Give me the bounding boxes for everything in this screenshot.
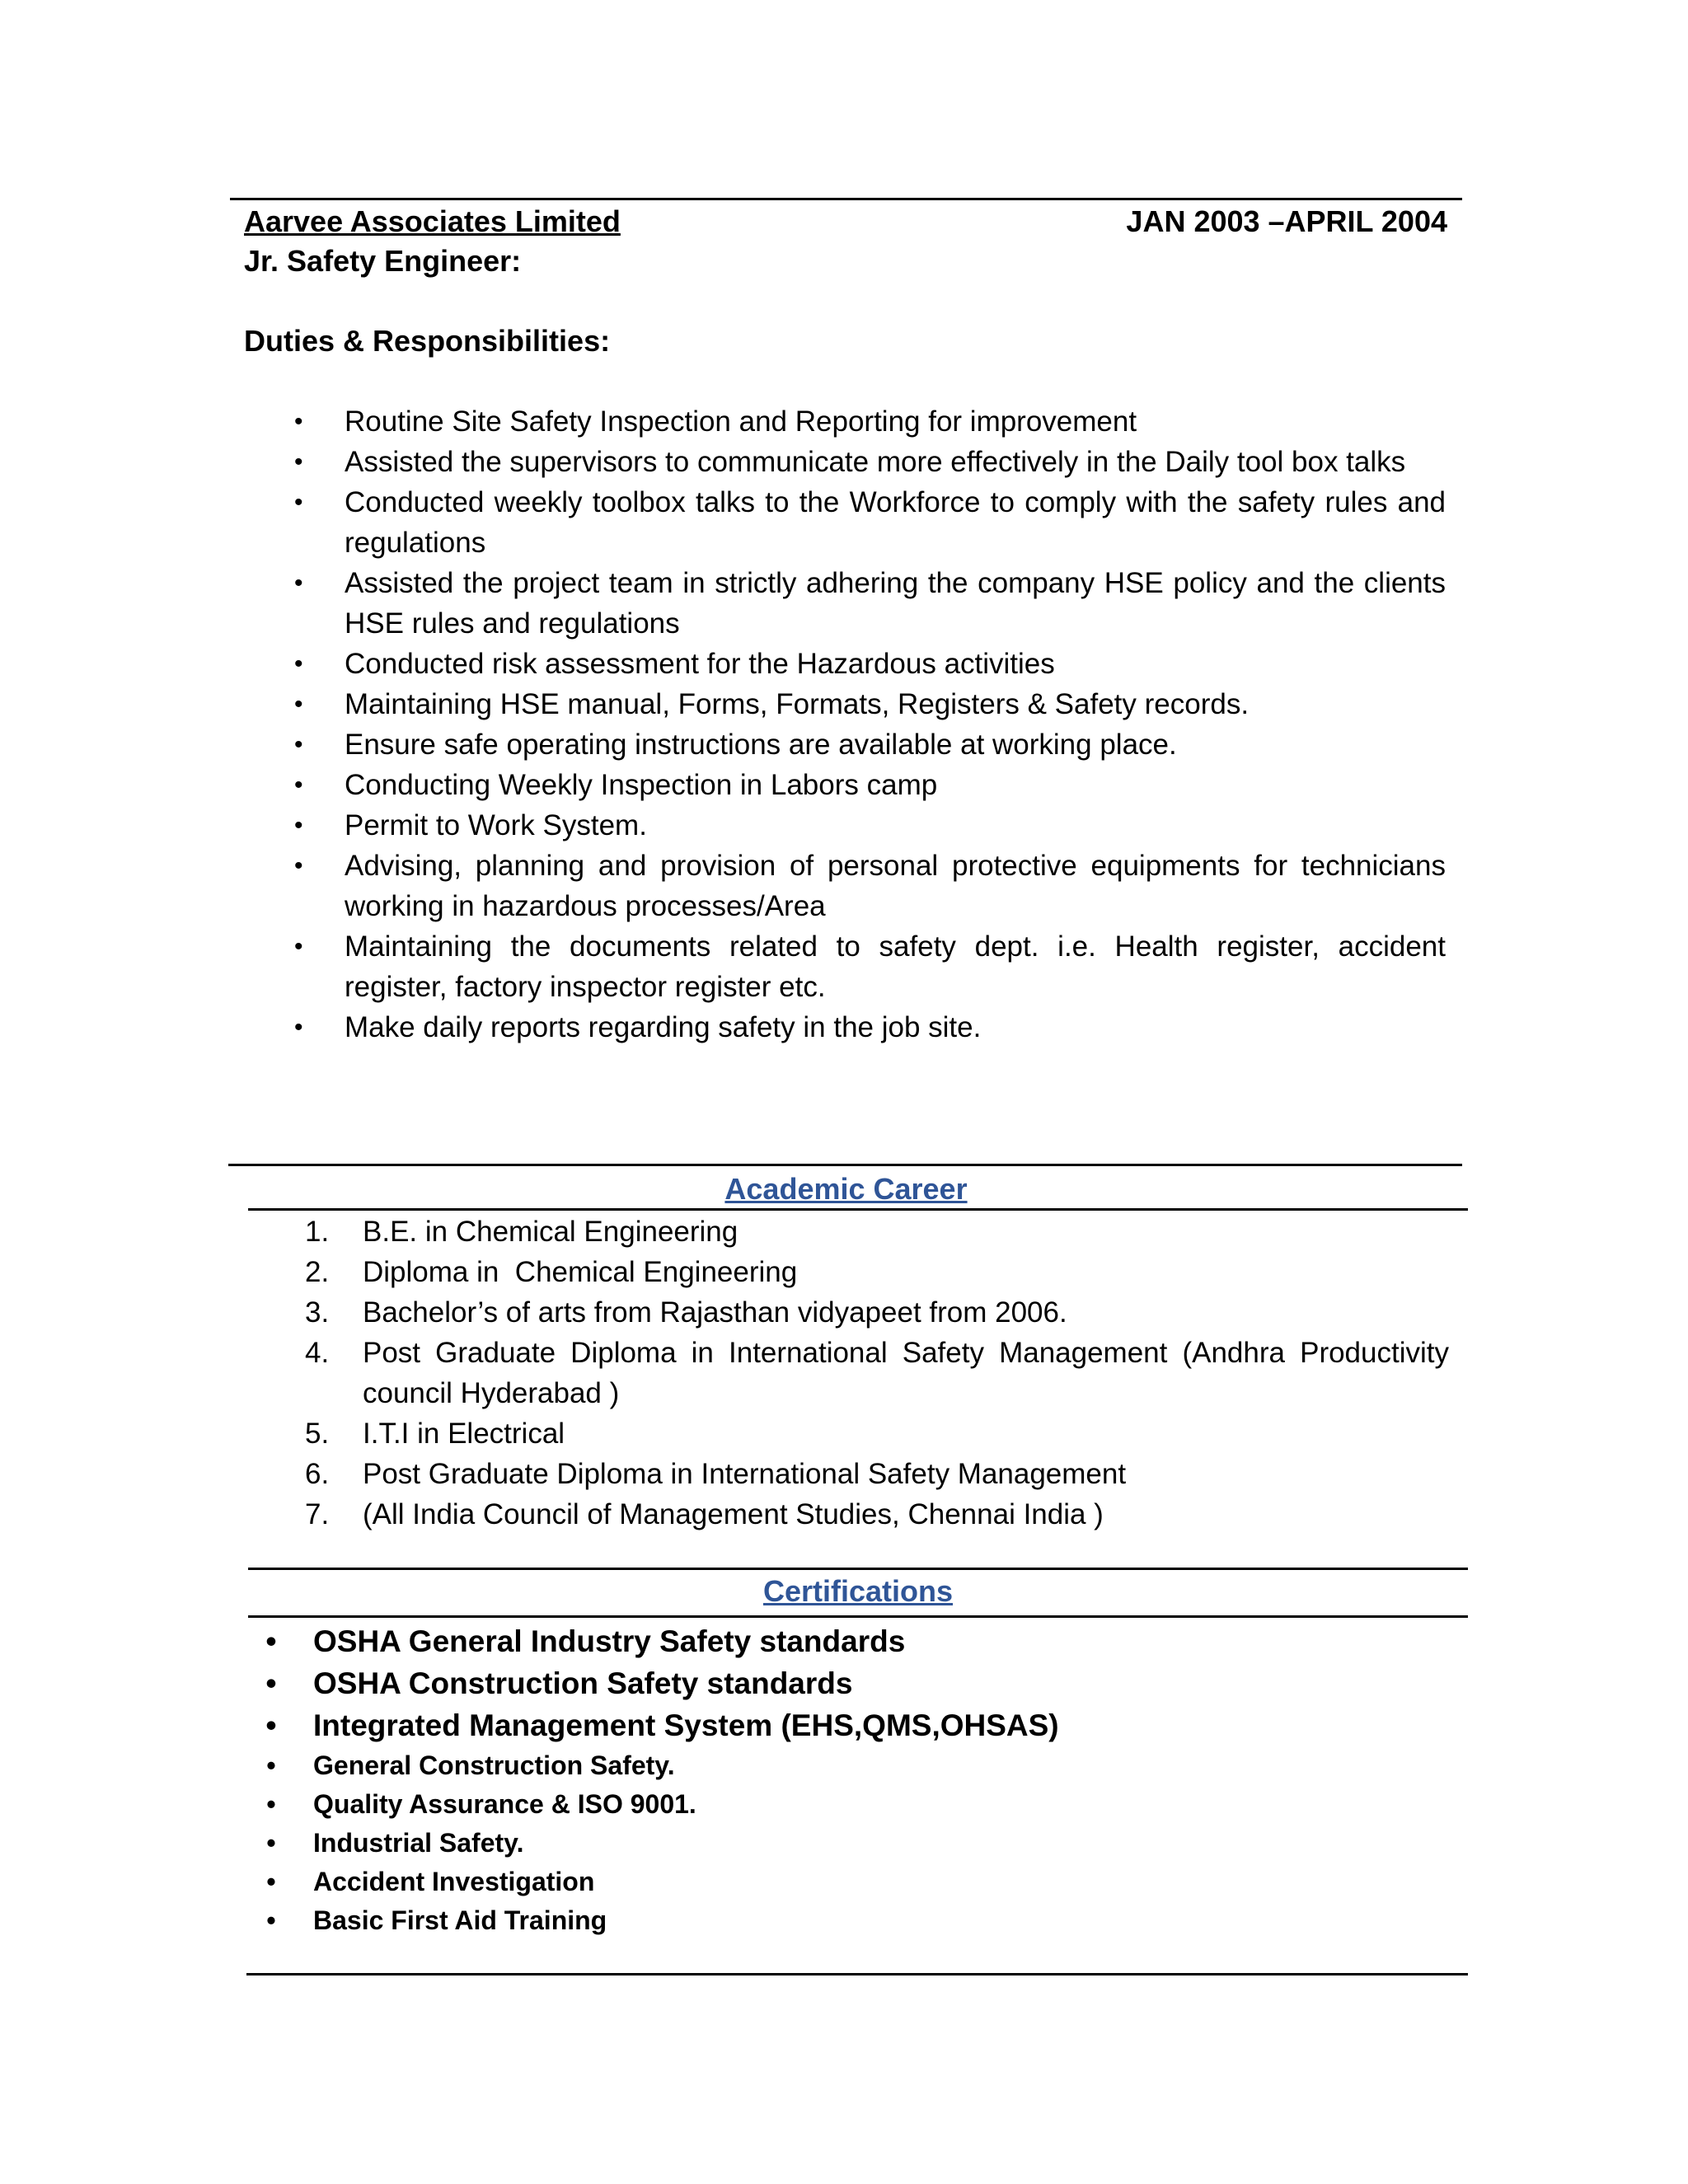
- duties-list: [244, 401, 1446, 1047]
- certifications-section-title: Certifications: [762, 1574, 954, 1608]
- certification-text: Basic First Aid Training: [313, 1905, 607, 1935]
- bullet-icon: •: [294, 489, 303, 516]
- bullet-icon: •: [266, 1905, 276, 1935]
- bullet-icon: •: [294, 650, 303, 677]
- certifications-bottom-divider: [248, 1615, 1468, 1618]
- list-item: [305, 1333, 1449, 1413]
- bullet-icon: •: [294, 812, 303, 839]
- list-item: [305, 1454, 1449, 1494]
- duties-heading: Duties & Responsibilities:: [244, 324, 611, 358]
- duty-text: Assisted the project team in strictly adhering the company HSE policy and the clients HSE rules and regulations: [345, 567, 1446, 640]
- bullet-icon: •: [294, 1014, 303, 1041]
- bullet-icon: •: [265, 1624, 277, 1658]
- list-item: [244, 765, 1446, 805]
- certification-text: OSHA General Industry Safety standards: [313, 1624, 906, 1658]
- bullet-icon: •: [265, 1708, 277, 1742]
- certification-text: General Construction Safety.: [313, 1750, 675, 1780]
- list-item: [305, 1413, 1449, 1454]
- list-item: [260, 1824, 1414, 1863]
- certification-text: Quality Assurance & ISO 9001.: [313, 1789, 696, 1819]
- academic-text: I.T.I in Electrical: [363, 1418, 565, 1450]
- bottom-divider: [246, 1973, 1468, 1975]
- bullet-icon: •: [294, 771, 303, 799]
- academic-top-divider: [228, 1164, 1462, 1166]
- list-item: [244, 926, 1446, 1007]
- certification-text: Accident Investigation: [313, 1867, 595, 1896]
- list-item: [260, 1620, 1414, 1662]
- bullet-icon: •: [266, 1750, 276, 1780]
- item-number: 7.: [305, 1498, 330, 1530]
- list-item: [305, 1494, 1449, 1535]
- duty-text: Assisted the supervisors to communicate more effectively in the Daily tool box talks: [345, 446, 1406, 478]
- duty-text: Conducted risk assessment for the Hazardous activities: [345, 648, 1055, 680]
- list-item: [244, 805, 1446, 846]
- list-item: [305, 1252, 1449, 1292]
- duty-text: Maintaining HSE manual, Forms, Formats, Registers & Safety records.: [345, 688, 1250, 720]
- item-number: 6.: [305, 1458, 330, 1490]
- duty-text: Conducting Weekly Inspection in Labors camp: [345, 769, 938, 801]
- job-title: Jr. Safety Engineer:: [244, 244, 522, 278]
- top-divider: [230, 198, 1462, 200]
- academic-bottom-divider: [248, 1208, 1468, 1211]
- list-item: [260, 1746, 1414, 1785]
- list-item: [260, 1785, 1414, 1824]
- item-number: 2.: [305, 1256, 330, 1288]
- academic-text: B.E. in Chemical Engineering: [363, 1216, 738, 1248]
- certifications-list: [260, 1620, 1414, 1940]
- bullet-icon: •: [294, 933, 303, 960]
- list-item: [305, 1212, 1449, 1252]
- list-item: [305, 1292, 1449, 1333]
- academic-section-title: Academic Career: [724, 1172, 968, 1206]
- duty-text: Permit to Work System.: [345, 809, 647, 841]
- bullet-icon: •: [294, 852, 303, 879]
- academic-text: Bachelor’s of arts from Rajasthan vidyapeet from 2006.: [363, 1296, 1067, 1329]
- bullet-icon: •: [294, 408, 303, 435]
- academic-text: Post Graduate Diploma in International Safety Management (Andhra Productivity council Hyderabad ): [363, 1337, 1449, 1409]
- list-item: [244, 563, 1446, 644]
- duty-text: Ensure safe operating instructions are available at working place.: [345, 729, 1177, 761]
- list-item: [260, 1662, 1414, 1704]
- item-number: 5.: [305, 1418, 330, 1450]
- list-item: [244, 1007, 1446, 1047]
- bullet-icon: •: [294, 569, 303, 597]
- item-number: 4.: [305, 1337, 330, 1369]
- bullet-icon: •: [294, 731, 303, 758]
- duty-text: Routine Site Safety Inspection and Reporting for improvement: [345, 405, 1137, 438]
- list-item: [244, 644, 1446, 684]
- certification-text: Industrial Safety.: [313, 1828, 524, 1858]
- company-name: Aarvee Associates Limited: [244, 204, 621, 238]
- duty-text: Conducted weekly toolbox talks to the Workforce to comply with the safety rules and regulations: [345, 486, 1446, 559]
- list-item: [244, 684, 1446, 724]
- duty-text: Advising, planning and provision of personal protective equipments for technicians working in hazardous processes/Area: [345, 850, 1446, 922]
- bullet-icon: •: [266, 1789, 276, 1819]
- bullet-icon: •: [266, 1867, 276, 1896]
- list-item: [244, 482, 1446, 563]
- academic-text: Diploma in Chemical Engineering: [363, 1256, 798, 1288]
- academic-text: Post Graduate Diploma in International Safety Management: [363, 1458, 1127, 1490]
- item-number: 1.: [305, 1216, 330, 1248]
- bullet-icon: •: [265, 1666, 277, 1700]
- bullet-icon: •: [294, 448, 303, 476]
- bullet-icon: •: [266, 1828, 276, 1858]
- certifications-top-divider: [248, 1568, 1468, 1570]
- academic-text: (All India Council of Management Studies, Chennai India ): [363, 1498, 1104, 1530]
- list-item: [260, 1901, 1414, 1940]
- certification-text: Integrated Management System (EHS,QMS,OHSAS): [313, 1708, 1059, 1742]
- bullet-icon: •: [294, 691, 303, 718]
- item-number: 3.: [305, 1296, 330, 1329]
- list-item: [244, 401, 1446, 442]
- list-item: [244, 442, 1446, 482]
- list-item: [244, 846, 1446, 926]
- list-item: [260, 1704, 1414, 1746]
- duty-text: Make daily reports regarding safety in the job site.: [345, 1011, 982, 1043]
- certification-text: OSHA Construction Safety standards: [313, 1666, 853, 1700]
- list-item: [260, 1863, 1414, 1901]
- duty-text: Maintaining the documents related to safety dept. i.e. Health register, accident register, factory inspector register etc.: [345, 930, 1446, 1003]
- list-item: [244, 724, 1446, 765]
- academic-list: [305, 1212, 1449, 1535]
- employment-dates: JAN 2003 –APRIL 2004: [1126, 204, 1447, 238]
